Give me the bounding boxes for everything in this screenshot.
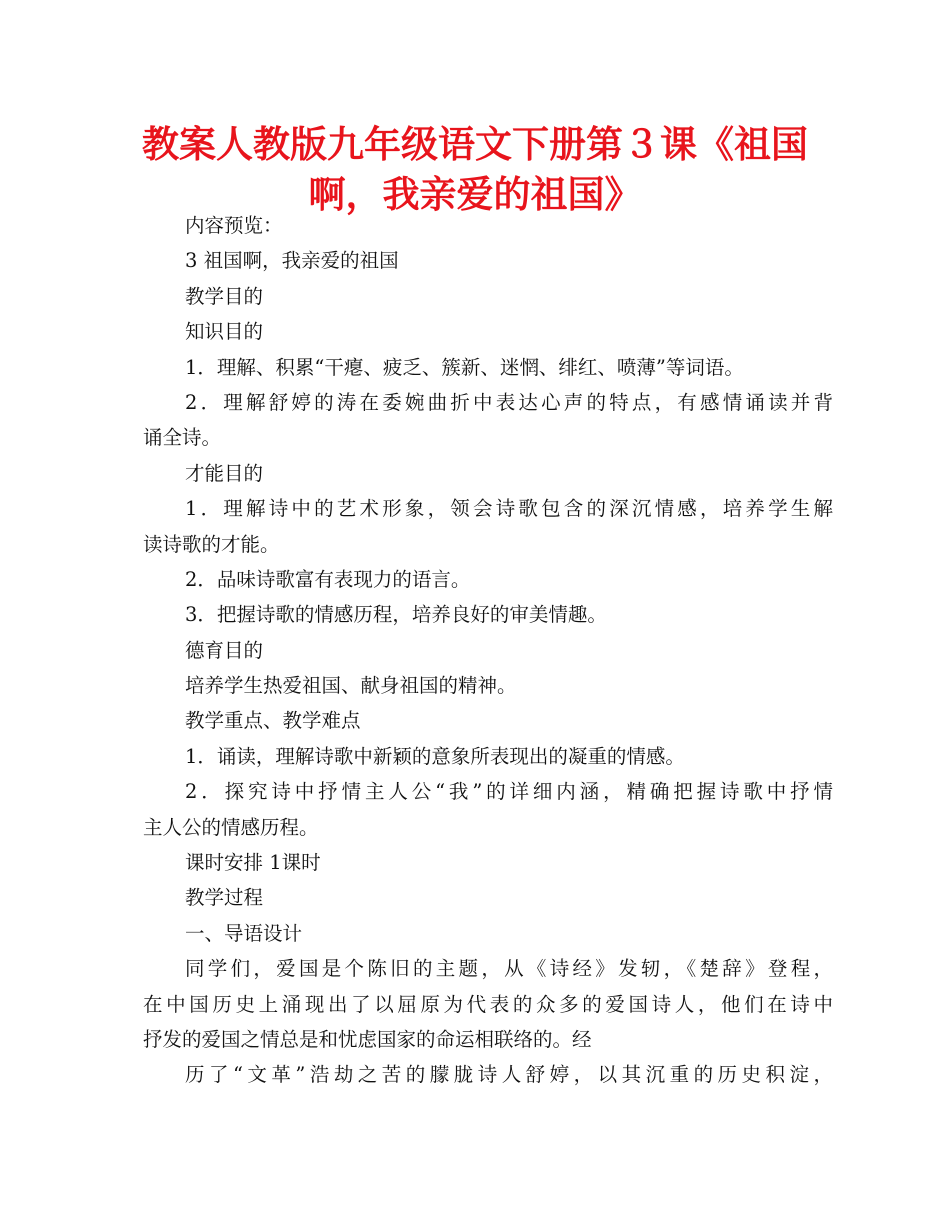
text-line: 内容预览： [185,214,283,237]
text-line: 3．把握诗歌的情感历程，培养良好的审美情趣。 [185,603,607,627]
text-line: 1．理解诗中的艺术形象，领会诗歌包含的深沉情感，培养学生解 [185,497,833,521]
text-line: 教学重点、教学难点 [185,709,361,733]
text-line: 教学目的 [185,284,264,308]
text-line: 一、导语设计 [185,921,303,945]
text-line: 课时安排 1课时 [185,851,321,875]
text-line: 2．品味诗歌富有表现力的语言。 [185,567,471,591]
text-line: 2．探究诗中抒情主人公“我”的详细内涵，精确把握诗歌中抒情 [185,780,833,804]
text-line: 1．理解、积累“干瘪、疲乏、簇新、迷惘、绯红、喷薄”等词语。 [185,355,744,379]
text-line: 知识目的 [185,320,264,344]
text-line: 在中国历史上涌现出了以屈原为代表的众多的爱国诗人，他们在诗中 [143,992,833,1016]
text-line: 历了“文革”浩劫之苦的朦胧诗人舒婷，以其沉重的历史积淀， [185,1063,833,1087]
text-line: 德育目的 [185,638,264,662]
document-body [143,208,833,1093]
text-line: 读诗歌的才能。 [143,532,280,556]
text-line: 抒发的爱国之情总是和忧虑国家的命运相联络的。经 [143,1027,592,1051]
text-line: 3 祖国啊，我亲爱的祖国 [185,249,399,273]
text-line: 才能目的 [185,461,264,485]
document-title-line-1: 教案人教版九年级语文下册第３课《祖国 [142,123,808,166]
text-line: 教学过程 [185,886,264,910]
text-line: 同学们，爱国是个陈旧的主题，从《诗经》发轫，《楚辞》登程， [185,957,833,981]
text-line: 培养学生热爱祖国、献身祖国的精神。 [185,674,517,698]
text-line: 1．诵读，理解诗歌中新颖的意象所表现出的凝重的情感。 [185,744,685,768]
text-line: 主人公的情感历程。 [143,815,319,839]
text-line: 诵全诗。 [143,426,222,450]
document-title-line-2: 啊，我亲爱的祖国》 [308,173,642,216]
text-line: 2．理解舒婷的涛在委婉曲折中表达心声的特点，有感情诵读并背 [185,390,833,414]
